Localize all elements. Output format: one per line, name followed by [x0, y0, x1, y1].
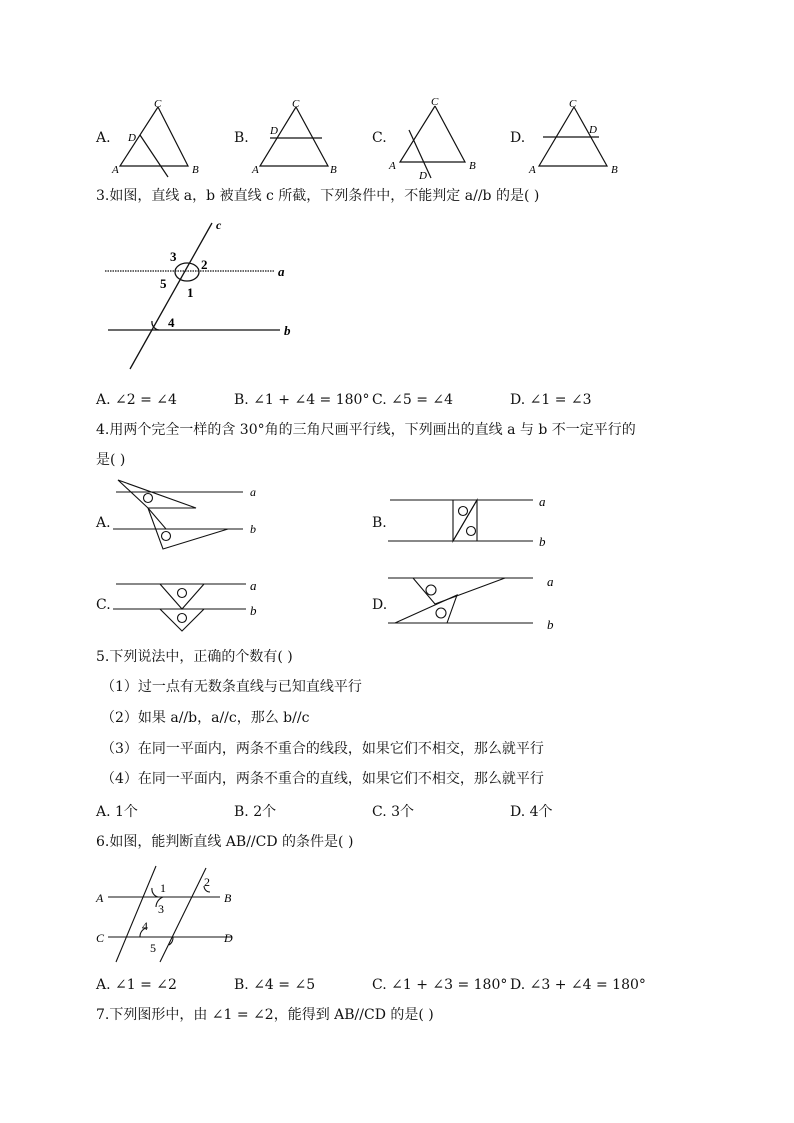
q6-option-c[interactable]: C. ∠1 + ∠3 = 180°: [372, 977, 508, 993]
q2d-label-b: B: [611, 164, 618, 176]
q6-option-d[interactable]: D. ∠3 + ∠4 = 180°: [510, 977, 646, 993]
q6-stem: 6.如图，能判断直线 AB//CD 的条件是( ): [96, 834, 354, 850]
q3-option-a[interactable]: A. ∠2 = ∠4: [96, 392, 177, 408]
q6-option-b[interactable]: B. ∠4 = ∠5: [234, 977, 316, 993]
q3-label-4: 4: [168, 315, 175, 330]
q5-item-3: （3）在同一平面内，两条不重合的线段，如果它们不相交，那么就平行: [101, 741, 544, 757]
q4-option-c-letter[interactable]: C.: [96, 597, 111, 613]
q2-option-c-letter[interactable]: C.: [372, 130, 387, 146]
q4-option-d-letter[interactable]: D.: [372, 597, 388, 613]
q4c-label-a: a: [250, 578, 257, 593]
q6-figure: [94, 862, 254, 967]
q3-label-5: 5: [160, 276, 167, 291]
q2d-label-a: A: [529, 164, 536, 176]
q2-figure-b: [250, 95, 350, 180]
q3-label-a: a: [278, 264, 285, 279]
q2-figure-d: [527, 95, 627, 180]
q4b-label-a: a: [539, 494, 546, 509]
q2-option-b-letter[interactable]: B.: [234, 130, 249, 146]
q2a-label-b: B: [192, 164, 199, 176]
q4a-label-b: b: [250, 522, 256, 536]
q2b-label-c: C: [292, 98, 300, 110]
q2a-label-c: C: [154, 98, 162, 110]
q2c-label-b: B: [469, 160, 476, 172]
q3-figure: [100, 215, 310, 375]
q3-stem: 3.如图，直线 a，b 被直线 c 所截，下列条件中，不能判定 a//b 的是( ): [96, 188, 540, 204]
q4b-label-b: b: [539, 534, 546, 549]
q6-label-5: 5: [150, 941, 156, 955]
q3-option-d[interactable]: D. ∠1 = ∠3: [510, 392, 592, 408]
q6-label-3: 3: [158, 902, 164, 916]
q6-label-1: 1: [160, 881, 166, 895]
q5-item-4: （4）在同一平面内，两条不重合的直线，如果它们不相交，那么就平行: [101, 771, 544, 787]
q6-label-4: 4: [142, 919, 148, 933]
q2d-label-d: D: [589, 124, 597, 136]
q5-option-c[interactable]: C. 3个: [372, 804, 415, 820]
q3-label-c: c: [216, 218, 222, 232]
q4d-label-a: a: [547, 574, 554, 589]
q3-label-2: 2: [201, 257, 208, 272]
q4-figure-c: [108, 574, 268, 636]
q5-item-1: （1）过一点有无数条直线与已知直线平行: [101, 679, 362, 695]
q3-option-b[interactable]: B. ∠1 + ∠4 = 180°: [234, 392, 370, 408]
q4d-label-b: b: [547, 617, 554, 632]
q4-figure-b: [385, 490, 565, 552]
q5-item-2: （2）如果 a//b，a//c，那么 b//c: [101, 710, 310, 726]
q2-option-d-letter[interactable]: D.: [510, 130, 526, 146]
q2c-label-a: A: [389, 160, 396, 172]
q2-figure-c: [385, 90, 485, 182]
q4-stem-line1: 4.用两个完全一样的含 30°角的三角尺画平行线，下列画出的直线 a 与 b 不一定平行的: [96, 422, 636, 438]
q2c-label-c: C: [431, 96, 439, 108]
q6-label-c: C: [96, 931, 105, 945]
q5-option-d[interactable]: D. 4个: [510, 804, 553, 820]
q2-figure-a: [110, 95, 210, 180]
q2b-label-a: A: [252, 164, 259, 176]
q4-option-b-letter[interactable]: B.: [372, 515, 387, 531]
q5-stem: 5.下列说法中，正确的个数有( ): [96, 649, 293, 665]
q4-figure-d: [385, 568, 565, 640]
q4-stem-line2: 是( ): [96, 452, 126, 468]
q2a-label-d: D: [128, 132, 136, 144]
q6-label-2: 2: [204, 875, 210, 889]
q6-label-d: D: [224, 931, 233, 945]
q2b-label-d: D: [270, 125, 278, 137]
q2c-label-d: D: [419, 170, 427, 182]
q2b-label-b: B: [330, 164, 337, 176]
q2-option-a-letter[interactable]: A.: [96, 130, 111, 146]
q4a-label-a: a: [250, 485, 256, 499]
q4c-label-b: b: [250, 603, 257, 618]
q2a-label-a: A: [112, 164, 119, 176]
q4-option-a-letter[interactable]: A.: [96, 515, 111, 531]
q3-label-b: b: [284, 323, 291, 338]
q6-label-b: B: [224, 891, 232, 905]
q3-label-1: 1: [187, 285, 194, 300]
q4-figure-a: [108, 478, 268, 556]
q3-label-3: 3: [170, 249, 177, 264]
q5-option-b[interactable]: B. 2个: [234, 804, 277, 820]
q7-stem: 7.下列图形中，由 ∠1 = ∠2，能得到 AB//CD 的是( ): [96, 1007, 434, 1023]
q2d-label-c: C: [569, 98, 577, 110]
q3-option-c[interactable]: C. ∠5 = ∠4: [372, 392, 454, 408]
q6-label-a: A: [96, 891, 104, 905]
q6-option-a[interactable]: A. ∠1 = ∠2: [96, 977, 177, 993]
q5-option-a[interactable]: A. 1个: [96, 804, 138, 820]
